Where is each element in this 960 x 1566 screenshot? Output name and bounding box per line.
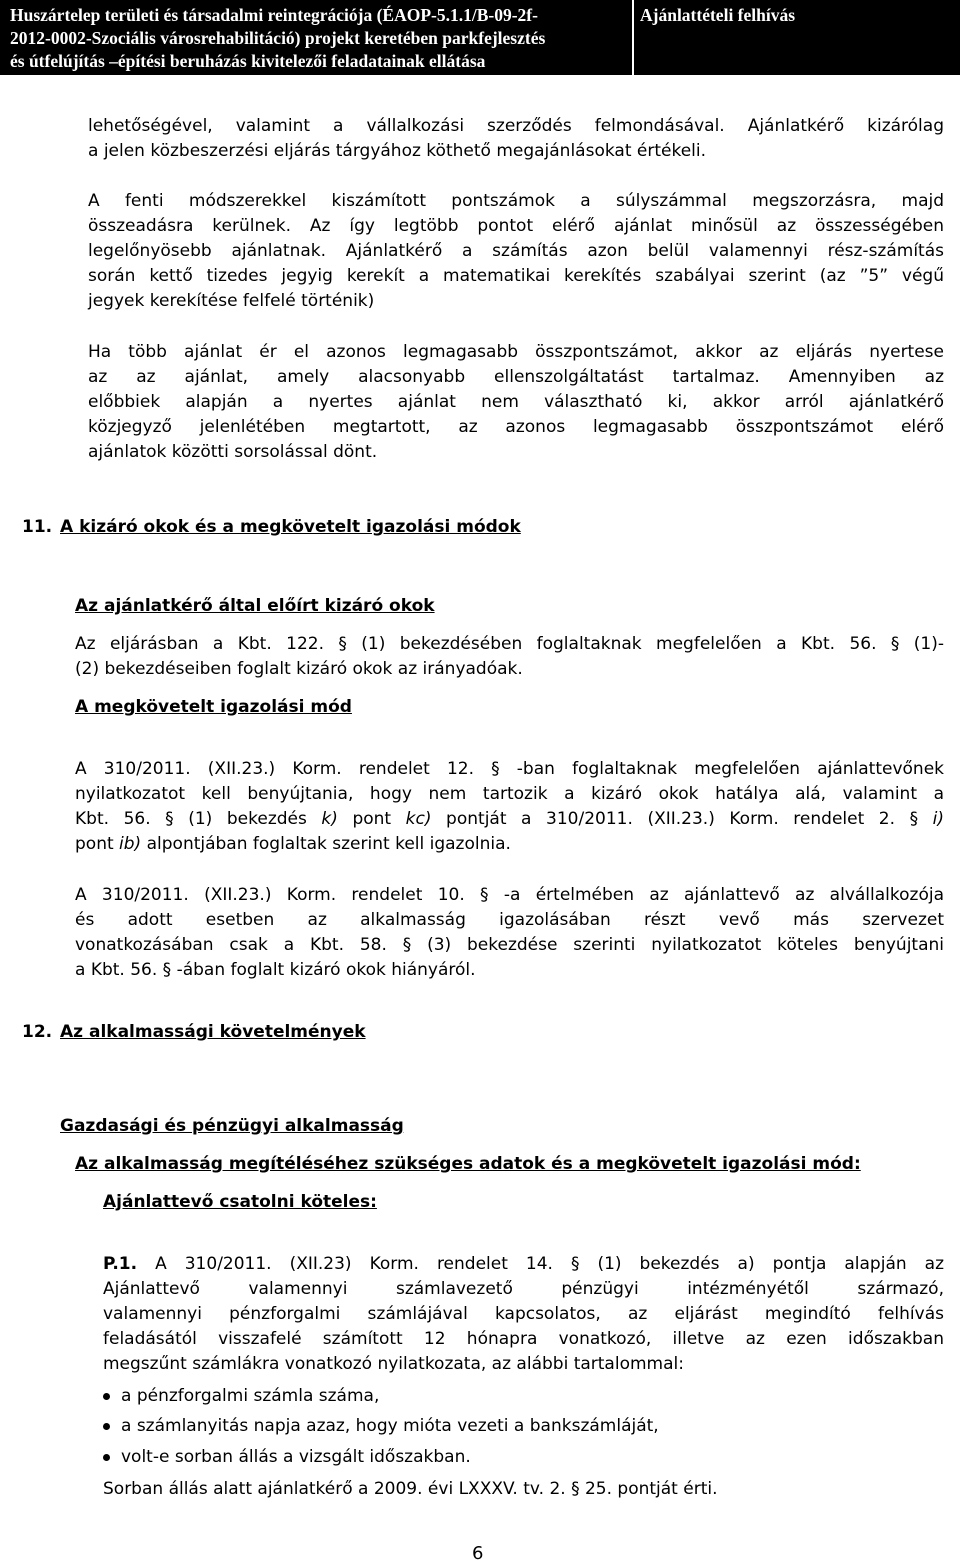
italic-span: i)	[932, 809, 945, 829]
list-item: volt-e sorban állás a vizsgált időszakban.	[121, 1447, 471, 1467]
text-span: A 310/2011. (XII.23) Korm. rendelet 14. § (1) bekezdés a) pontja alapján az	[137, 1254, 944, 1274]
text-line: közjegyző jelenlétében megtartott, az azonos legmagasabb összpontszámot elérő	[88, 417, 944, 437]
text-line: megszűnt számlákra vonatkozó nyilatkozata, az alábbi tartalommal:	[103, 1354, 684, 1374]
text-line: (2) bekezdéseiben foglalt kizáró okok az irányadóak.	[75, 659, 523, 679]
subsection-title: A megkövetelt igazolási mód	[75, 697, 352, 717]
text-line: feladásától visszafelé számított 12 hónapra vonatkozó, illetve az ezen időszakban	[103, 1329, 944, 1349]
italic-span: ib)	[119, 834, 142, 854]
header-line: Huszártelep területi és társadalmi reintegrációja (ÉAOP-5.1.1/B-09-2f-	[10, 5, 538, 25]
subsection-title: Az ajánlatkérő által előírt kizáró okok	[75, 596, 435, 616]
italic-span: k)	[321, 809, 338, 829]
text-span: pont	[75, 834, 120, 854]
text-line: ajánlatok közötti sorsolással dönt.	[88, 442, 378, 462]
subsection-title: Ajánlattevő csatolni köteles:	[103, 1192, 377, 1212]
text-line: a jelen közbeszerzési eljárás tárgyához köthető megajánlásokat értékeli.	[88, 141, 707, 161]
subsection-title: Gazdasági és pénzügyi alkalmasság	[60, 1116, 404, 1136]
text-line: nyilatkozatot kell benyújtania, hogy nem tartozik a kizáró okok hatálya alá, valamint a	[75, 784, 944, 804]
text-line	[103, 1252, 944, 1277]
list-item: a pénzforgalmi számla száma,	[121, 1386, 380, 1406]
text-line: az az ajánlat, amely alacsonyabb ellenszolgáltatást tartalmaz. Amennyiben az	[88, 367, 944, 387]
text-line: és adott esetben az alkalmasság igazolásában részt vevő más szervezet	[75, 910, 944, 930]
item-label: P.1.	[103, 1254, 138, 1274]
header-divider	[632, 0, 634, 75]
text-line: előbbiek alapján a nyertes ajánlat nem választható ki, akkor arról ajánlatkérő	[88, 392, 944, 412]
section-title: A kizáró okok és a megkövetelt igazolási módok	[60, 517, 521, 537]
text-line: legelőnyösebb ajánlatnak. Ajánlatkérő a számítás azon belül valamennyi rész-számítás	[88, 241, 944, 261]
text-line: Ha több ajánlat ér el azonos legmagasabb összpontszámot, akkor az eljárás nyertese	[88, 342, 944, 362]
header-document-type: Ajánlattételi felhívás	[640, 5, 796, 25]
text-span: pontját a 310/2011. (XII.23.) Korm. rendelet 2. §	[431, 809, 933, 829]
section-title: Az alkalmassági követelmények	[60, 1022, 366, 1042]
section-number: 11.	[22, 517, 53, 537]
text-line: Sorban állás alatt ajánlatkérő a 2009. évi LXXXV. tv. 2. § 25. pontját érti.	[103, 1479, 718, 1499]
text-line: valamennyi pénzforgalmi számlájával kapcsolatos, az eljárást megindító felhívás	[103, 1304, 944, 1324]
subsection-title: Az alkalmasság megítéléséhez szükséges adatok és a megkövetelt igazolási mód:	[75, 1154, 861, 1174]
text-line: jegyek kerekítése felfelé történik)	[88, 291, 375, 311]
text-line: Ajánlattevő valamennyi számlavezető pénzügyi intézményétől származó,	[103, 1279, 944, 1299]
text-line: A 310/2011. (XII.23.) Korm. rendelet 10. § -a értelmében az ajánlattevő az alvállalkozója	[75, 885, 944, 905]
bullet-icon	[103, 1423, 110, 1430]
text-line: A 310/2011. (XII.23.) Korm. rendelet 12. § -ban foglaltaknak megfelelően ajánlattevőnek	[75, 759, 944, 779]
bullet-icon	[103, 1454, 110, 1461]
bullet-icon	[103, 1393, 110, 1400]
text-line: vonatkozásában csak a Kbt. 58. § (3) bekezdése szerinti nyilatkozatot köteles benyújtani	[75, 935, 944, 955]
text-line: A fenti módszerekkel kiszámított pontszámok a súlyszámmal megszorzásra, majd	[88, 191, 944, 211]
text-span: alpontjában foglaltak szerint kell igazolnia.	[141, 834, 511, 854]
text-line: összeadásra kerülnek. Az így legtöbb pontot elérő ajánlat minősül az összességében	[88, 216, 944, 236]
italic-span: kc)	[405, 809, 432, 829]
text-span: pont	[337, 809, 406, 829]
section-number: 12.	[22, 1022, 53, 1042]
text-line: során kettő tizedes jegyig kerekít a matematikai kerekítés szabályai szerint (az ”5” végű	[88, 266, 944, 286]
header-line: 2012-0002-Szociális városrehabilitáció) projekt keretében parkfejlesztés	[10, 28, 546, 48]
list-item: a számlanyitás napja azaz, hogy mióta vezeti a bankszámláját,	[121, 1416, 659, 1436]
page-number: 6	[472, 1543, 484, 1564]
page-header	[0, 0, 960, 75]
text-line: a Kbt. 56. § -ában foglalt kizáró okok hiányáról.	[75, 960, 476, 980]
text-line: lehetőségével, valamint a vállalkozási szerződés felmondásával. Ajánlatkérő kizárólag	[88, 116, 944, 136]
header-project-title	[10, 4, 630, 73]
header-line: és útfelújítás –építési beruházás kivitelezői feladatainak ellátása	[10, 51, 486, 71]
text-line	[75, 832, 511, 857]
text-line	[75, 807, 944, 832]
text-span: Kbt. 56. § (1) bekezdés	[75, 809, 322, 829]
text-line: Az eljárásban a Kbt. 122. § (1) bekezdésében foglaltaknak megfelelően a Kbt. 56. § (1)-	[75, 634, 944, 654]
